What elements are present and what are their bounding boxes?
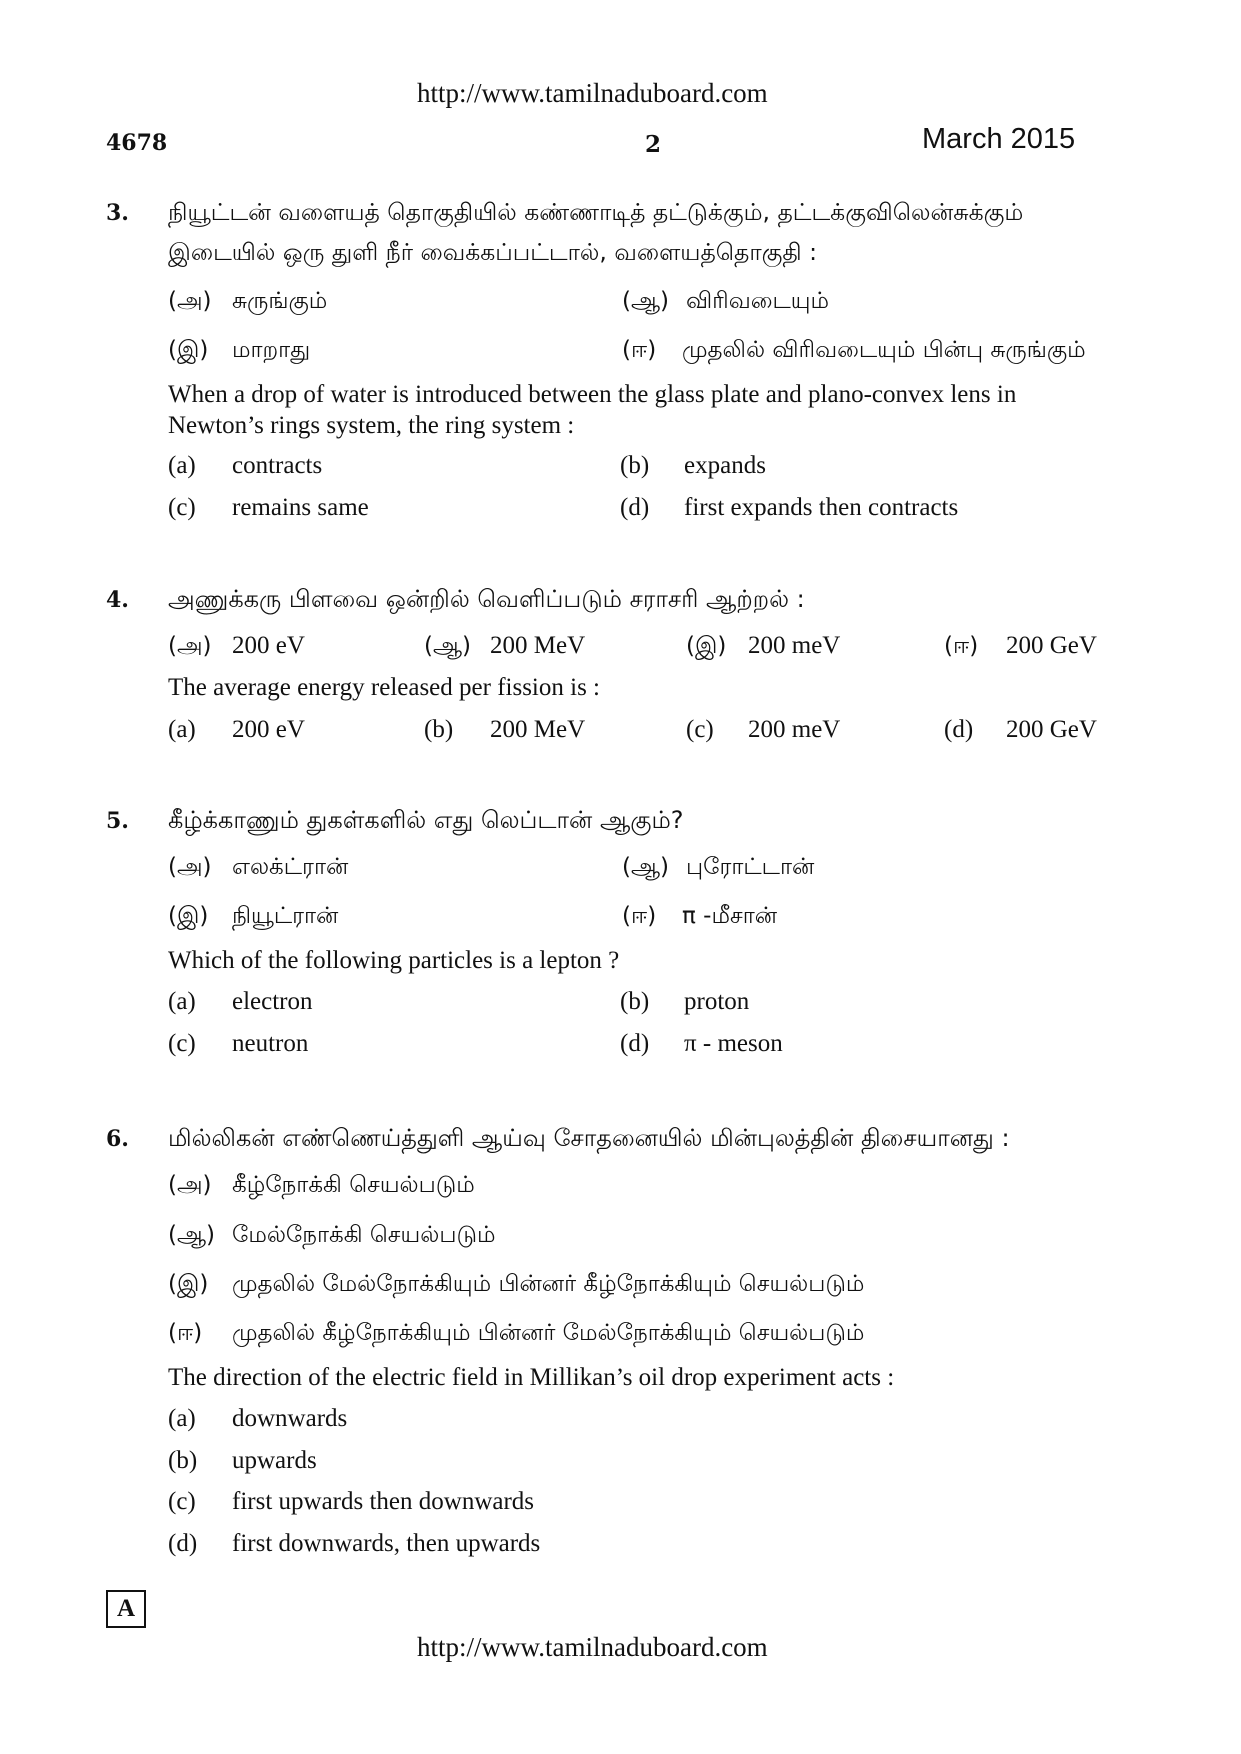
option-label-tamil: (ஆ) — [622, 854, 670, 880]
option-label: (c) — [168, 494, 196, 521]
option-label: (a) — [168, 452, 196, 479]
option-text: π - meson — [684, 1030, 783, 1057]
option-label-tamil: (ஆ) — [424, 633, 472, 659]
question-text-english: Newton’s rings system, the ring system : — [168, 412, 575, 439]
option-label-tamil: (இ) — [168, 903, 209, 929]
question-text-english: Which of the following particles is a lepton ? — [168, 947, 620, 974]
option-label: (c) — [168, 1488, 196, 1515]
option-text-tamil: முதலில் மேல்நோக்கியும் பின்னர் கீழ்நோக்கியும் செயல்படும் — [232, 1271, 865, 1297]
option-label: (c) — [168, 1030, 196, 1057]
option-text: expands — [684, 452, 766, 479]
option-label: (d) — [620, 1030, 650, 1057]
option-text-tamil: புரோட்டான் — [686, 854, 815, 880]
option-label: (a) — [168, 988, 196, 1015]
question-text-tamil: கீழ்க்காணும் துகள்களில் எது லெப்டான் ஆகும்? — [168, 806, 684, 834]
question-number: 3. — [106, 200, 129, 226]
option-label-tamil: (இ) — [686, 633, 727, 659]
option-label-tamil: (ஆ) — [622, 288, 670, 314]
option-label-tamil: (ஈ) — [622, 903, 657, 929]
option-label-tamil: (ஆ) — [168, 1222, 216, 1248]
question-text-english: When a drop of water is introduced between the glass plate and plano-convex lens in — [168, 381, 1017, 408]
option-text: remains same — [232, 494, 369, 521]
option-text: 200 meV — [748, 632, 841, 659]
question-text-tamil: நியூட்டன் வளையத் தொகுதியில் கண்ணாடித் தட்டுக்கும், தட்டக்குவிலென்சுக்கும் — [168, 198, 1024, 226]
question-text-tamil: மில்லிகன் எண்ணெய்த்துளி ஆய்வு சோதனையில் மின்புலத்தின் திசையானது : — [168, 1124, 1010, 1152]
option-label: (d) — [944, 716, 974, 743]
option-text-tamil: விரிவடையும் — [686, 288, 830, 314]
option-text-tamil: நியூட்ரான் — [232, 903, 339, 929]
option-text: 200 GeV — [1006, 632, 1097, 659]
option-text-tamil: மாறாது — [232, 337, 311, 363]
option-text: contracts — [232, 452, 323, 479]
option-label-tamil: (ஈ) — [944, 633, 979, 659]
option-text-tamil: முதலில் கீழ்நோக்கியும் பின்னர் மேல்நோக்கியும் செயல்படும் — [232, 1320, 865, 1346]
question-number: 4. — [106, 587, 129, 613]
question-text-tamil: அணுக்கரு பிளவை ஒன்றில் வெளிப்படும் சராசரி ஆற்றல் : — [168, 585, 805, 613]
option-label: (a) — [168, 716, 196, 743]
option-label: (b) — [168, 1447, 198, 1474]
question-text-english: The average energy released per fission is : — [168, 674, 600, 701]
option-label-tamil: (ஈ) — [622, 337, 657, 363]
option-text: downwards — [232, 1405, 348, 1432]
option-text: first expands then contracts — [684, 494, 959, 521]
option-text: first downwards, then upwards — [232, 1530, 541, 1557]
option-label: (d) — [168, 1530, 198, 1557]
paper-version-box: A — [106, 1590, 146, 1628]
exam-date: March 2015 — [922, 123, 1076, 155]
option-text-tamil: முதலில் விரிவடையும் பின்பு சுருங்கும் — [682, 337, 1086, 363]
option-text-tamil: π -மீசான் — [682, 903, 778, 929]
option-label-tamil: (இ) — [168, 337, 209, 363]
option-text-tamil: கீழ்நோக்கி செயல்படும் — [232, 1172, 475, 1198]
option-text: first upwards then downwards — [232, 1488, 535, 1515]
option-label-tamil: (இ) — [168, 1271, 209, 1297]
option-label-tamil: (அ) — [168, 854, 212, 880]
option-text: 200 MeV — [490, 632, 586, 659]
option-label: (c) — [686, 716, 714, 743]
option-text: 200 eV — [232, 716, 305, 743]
question-number: 6. — [106, 1126, 129, 1152]
option-text: 200 MeV — [490, 716, 586, 743]
question-text-english: The direction of the electric field in Millikan’s oil drop experiment acts : — [168, 1364, 895, 1391]
question-number: 5. — [106, 808, 129, 834]
option-text: 200 meV — [748, 716, 841, 743]
option-label: (d) — [620, 494, 650, 521]
option-text: 200 eV — [232, 632, 305, 659]
option-text: neutron — [232, 1030, 309, 1057]
option-label: (b) — [620, 988, 650, 1015]
paper-code: 4678 — [106, 130, 168, 156]
option-text-tamil: சுருங்கும் — [232, 288, 328, 314]
page-number: 2 — [645, 131, 662, 158]
option-text-tamil: எலக்ட்ரான் — [232, 854, 349, 880]
option-label-tamil: (ஈ) — [168, 1320, 203, 1346]
option-text: electron — [232, 988, 313, 1015]
footer-url: http://www.tamilnaduboard.com — [417, 1632, 768, 1662]
option-text: proton — [684, 988, 750, 1015]
option-label: (a) — [168, 1405, 196, 1432]
option-text-tamil: மேல்நோக்கி செயல்படும் — [232, 1222, 496, 1248]
option-label: (b) — [620, 452, 650, 479]
option-label-tamil: (அ) — [168, 288, 212, 314]
header-url: http://www.tamilnaduboard.com — [417, 78, 768, 108]
option-label: (b) — [424, 716, 454, 743]
option-text: upwards — [232, 1447, 317, 1474]
option-label-tamil: (அ) — [168, 1172, 212, 1198]
question-text-tamil: இடையில் ஒரு துளி நீர் வைக்கப்பட்டால், வளையத்தொகுதி : — [168, 238, 818, 266]
option-label-tamil: (அ) — [168, 633, 212, 659]
option-text: 200 GeV — [1006, 716, 1097, 743]
